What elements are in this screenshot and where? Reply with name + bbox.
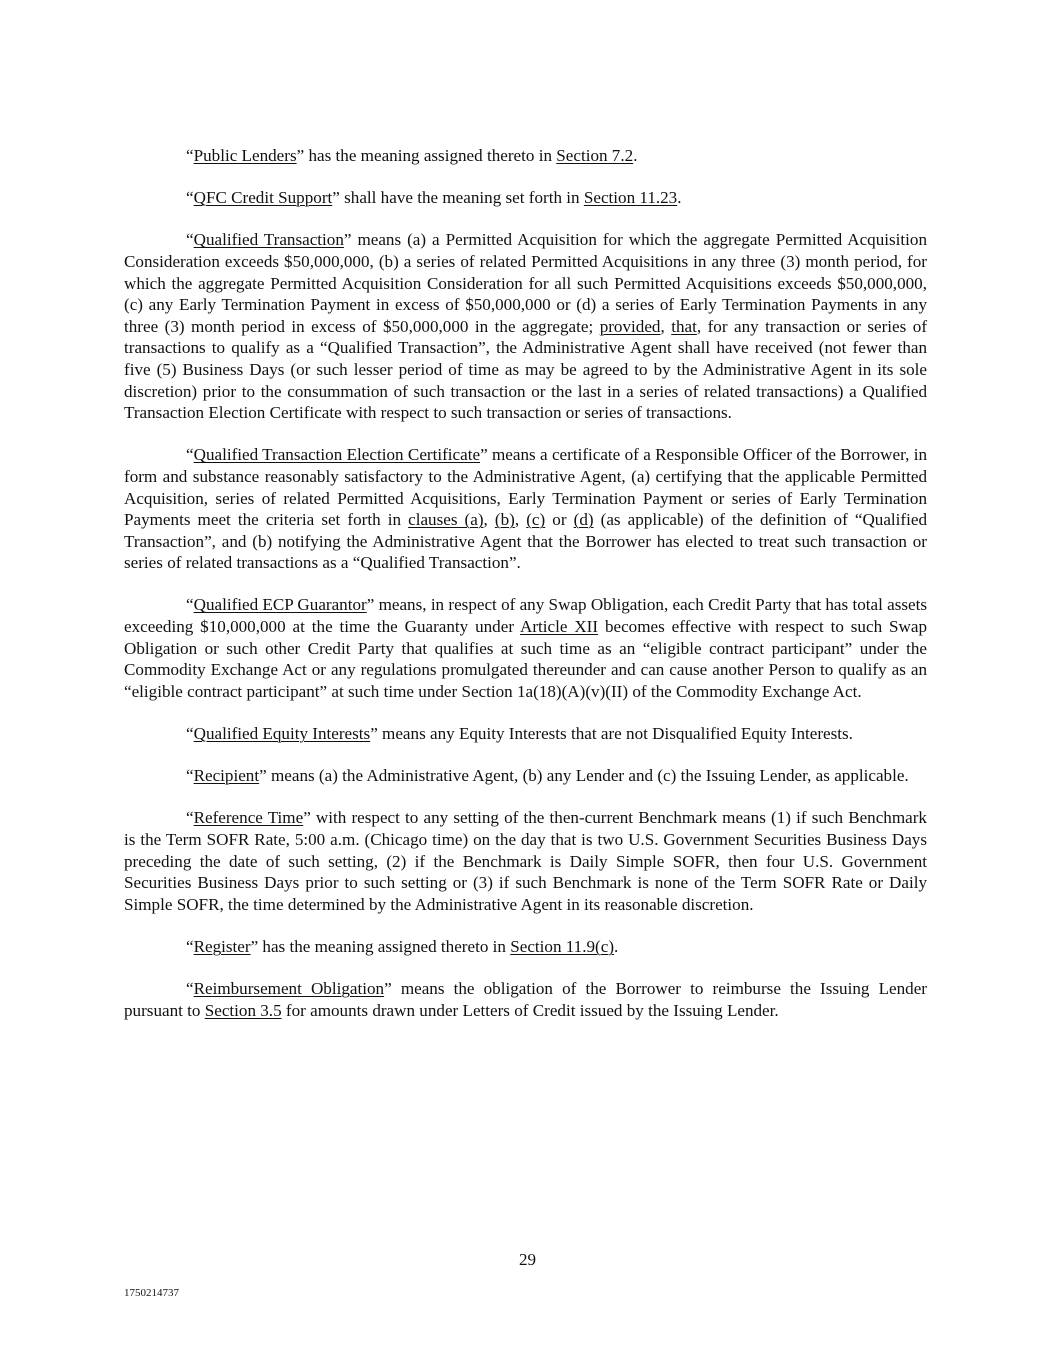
document-id: 1750214737 bbox=[124, 1287, 179, 1299]
text: (as applicable) of the definition of “Qualified Transaction”, and (b) notifying the Administrative Agent that the Borrower has elected to treat such transaction or series of related transactions as a “Qualified Transaction”. bbox=[124, 510, 928, 573]
text: for amounts drawn under Letters of Credit issued by the Issuing Lender. bbox=[281, 1000, 779, 1020]
definition-register bbox=[124, 936, 927, 958]
defined-term: Qualified Equity Interests bbox=[193, 724, 371, 744]
cross-reference: Article XII bbox=[519, 617, 599, 637]
text: ” means (a) a Permitted Acquisition for which the aggregate Permitted Acquisition Consideration exceeds $50,000,000, (b) a series of related Permitted Acquisitions in any three (3) month period, for which the aggregate Permitted Acquisition Consideration for all such Permitted Acquisitions exceeds $50,000,000, (c) any Early Termination Payment in excess of $50,000,000 or (d) a series of Early Termination Payments in any three (3) month period in excess of $50,000,000 in the aggregate; bbox=[124, 230, 928, 336]
proviso-term: that bbox=[671, 316, 697, 336]
text: becomes effective with respect to such Swap Obligation or such other Credit Party that qualifies at such time as an “eligible contract participant” under the Commodity Exchange Act or any regulations promulgated thereunder and can cause another Person to qualify as an “eligible contract participant” at such time under Section 1a(18)(A)(v)(II) of the Commodity Exchange Act. bbox=[124, 617, 927, 701]
text: , bbox=[514, 510, 527, 530]
text: “ bbox=[186, 230, 194, 250]
text: , bbox=[660, 316, 672, 336]
text: ” shall have the meaning set forth in bbox=[332, 188, 584, 208]
text: ” means any Equity Interests that are not Disqualified Equity Interests. bbox=[370, 724, 853, 744]
defined-term: Recipient bbox=[193, 766, 260, 786]
cross-reference: Section 11.9(c) bbox=[510, 936, 615, 956]
text: ” means a certificate of a Responsible Officer of the Borrower, in form and substance reasonably satisfactory to the Administrative Agent, (a) certifying that the applicable Permitted Acquisition, series of related Permitted Acquisitions, Early Termination Payment or series of Early Termination Payments meet the criteria set forth in bbox=[124, 445, 927, 530]
text: “ bbox=[186, 979, 194, 999]
defined-term: Qualified Transaction Election Certificate bbox=[193, 445, 481, 465]
text: “ bbox=[186, 724, 194, 744]
text: ” means the obligation of the Borrower to reimburse the Issuing Lender pursuant to bbox=[124, 979, 927, 1020]
cross-reference: Section 3.5 bbox=[204, 1000, 282, 1020]
text: . bbox=[677, 188, 682, 208]
text: . bbox=[633, 146, 638, 165]
cross-reference: Section 7.2 bbox=[556, 146, 634, 165]
text: “ bbox=[186, 595, 194, 615]
text: “ bbox=[186, 188, 194, 208]
text: “ bbox=[186, 808, 194, 828]
definition-reimbursement-obligation bbox=[124, 978, 927, 1021]
definition-qualified-equity-interests bbox=[124, 723, 927, 745]
cross-reference: (c) bbox=[526, 510, 546, 530]
text: ” has the meaning assigned thereto in bbox=[250, 936, 511, 956]
text: ” means, in respect of any Swap Obligation, each Credit Party that has total assets exceeding $10,000,000 at the time the Guaranty under bbox=[124, 595, 927, 637]
text: ” has the meaning assigned thereto in bbox=[296, 146, 557, 165]
definition-recipient bbox=[124, 765, 927, 787]
defined-term: Reference Time bbox=[193, 808, 304, 828]
page-number: 29 bbox=[518, 1250, 537, 1269]
cross-reference: Section 11.23 bbox=[583, 188, 678, 208]
definition-qualified-ecp-guarantor bbox=[124, 594, 927, 702]
definition-qualified-transaction-election-certificate bbox=[124, 444, 927, 574]
defined-term: Register bbox=[193, 936, 251, 956]
definition-qualified-transaction bbox=[124, 229, 927, 423]
text: ” with respect to any setting of the then-current Benchmark means (1) if such Benchmark is the Term SOFR Rate, 5:00 a.m. (Chicago time) on the day that is two U.S. Government Securities Business Days preceding the date of such setting, (2) if the Benchmark is Daily Simple SOFR, then four U.S. Government Securities Business Days prior to such setting or (3) if such Benchmark is none of the Term SOFR Rate or Daily Simple SOFR, the time determined by the Administrative Agent in its reasonable discretion. bbox=[124, 808, 927, 914]
defined-term: QFC Credit Support bbox=[193, 188, 333, 208]
text: . bbox=[614, 936, 619, 956]
text: , bbox=[483, 510, 495, 530]
text: “ bbox=[186, 445, 194, 465]
text: “ bbox=[186, 146, 194, 165]
text: ” means (a) the Administrative Agent, (b) any Lender and (c) the Issuing Lender, as applicable. bbox=[259, 766, 909, 786]
definition-qfc-credit-support bbox=[124, 187, 927, 209]
cross-reference: clauses (a) bbox=[408, 510, 484, 530]
defined-term: Public Lenders bbox=[193, 146, 297, 165]
proviso-term: provided bbox=[599, 316, 661, 336]
defined-term: Qualified Transaction bbox=[193, 230, 344, 250]
definition-public-lenders bbox=[124, 145, 927, 167]
text: or bbox=[545, 510, 574, 530]
text: , for any transaction or series of transactions to qualify as a “Qualified Transaction”, the Administrative Agent shall have received (not fewer than five (5) Business Days (or such lesser period of time as may be agreed to by the Administrative Agent in its sole discretion) prior to the consummation of such transaction or the last in a series of related transactions) a Qualified Transaction Election Certificate with respect to such transaction or series of transactions. bbox=[124, 316, 928, 423]
document-body bbox=[124, 145, 927, 1042]
defined-term: Qualified ECP Guarantor bbox=[193, 595, 367, 615]
text: “ bbox=[186, 936, 194, 956]
defined-term: Reimbursement Obligation bbox=[193, 979, 385, 999]
cross-reference: (b) bbox=[494, 510, 515, 530]
definition-reference-time bbox=[124, 807, 927, 915]
text: “ bbox=[186, 766, 194, 786]
cross-reference: (d) bbox=[573, 510, 594, 530]
